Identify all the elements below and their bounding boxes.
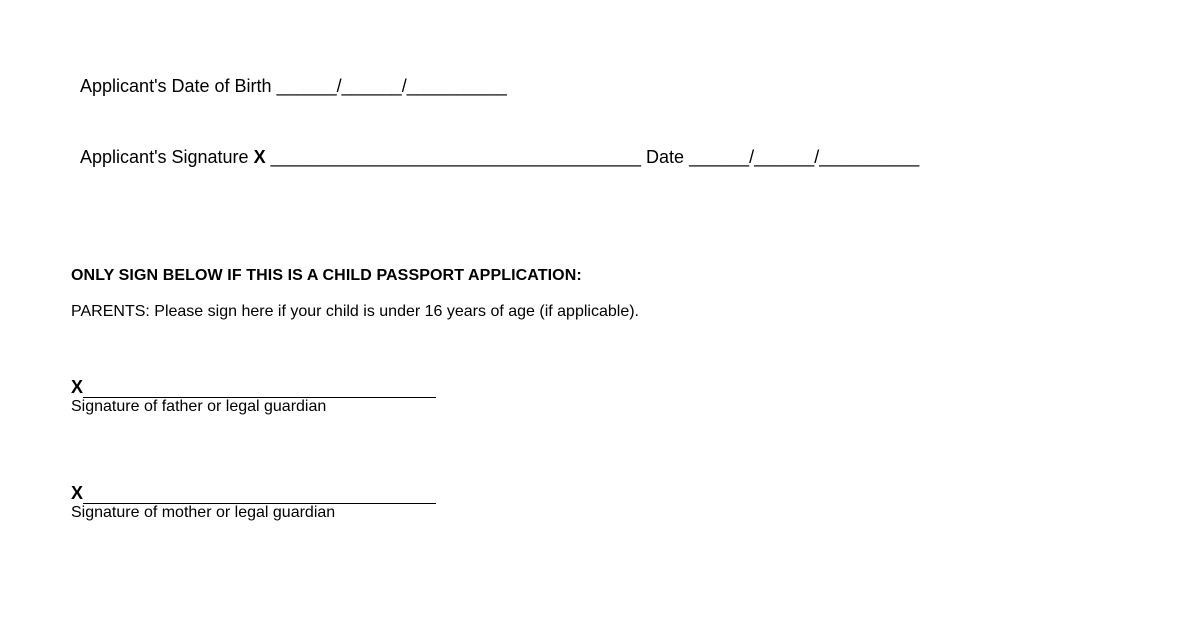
mother-signature-caption: Signature of mother or legal guardian bbox=[71, 504, 336, 521]
father-signature-caption: Signature of father or legal guardian bbox=[71, 398, 327, 415]
dob-label: Applicant's Date of Birth bbox=[80, 76, 272, 96]
date-label: Date bbox=[646, 147, 685, 167]
child-section-heading: ONLY SIGN BELOW IF THIS IS A CHILD PASSPORT APPLICATION: bbox=[71, 267, 582, 284]
parent-instructions: PARENTS: Please sign here if your child is under 16 years of age (if applicable). bbox=[71, 303, 639, 320]
dob-line bbox=[71, 53, 507, 97]
father-signature-block bbox=[71, 376, 441, 416]
applicant-signature-line bbox=[71, 124, 919, 168]
dob-field[interactable]: ______/______/__________ bbox=[276, 76, 507, 96]
applicant-signature-label: Applicant's Signature bbox=[80, 147, 249, 167]
mother-x-mark: X bbox=[71, 483, 84, 503]
applicant-x-mark: X bbox=[253, 147, 266, 167]
applicant-signature-field[interactable]: _____________________________________ bbox=[270, 147, 642, 167]
father-x-mark: X bbox=[71, 377, 84, 397]
father-signature-field[interactable] bbox=[71, 376, 441, 398]
mother-signature-rule bbox=[83, 503, 436, 504]
mother-signature-block bbox=[71, 482, 441, 522]
father-signature-rule bbox=[83, 397, 436, 398]
mother-signature-field[interactable] bbox=[71, 482, 441, 504]
date-field[interactable]: ______/______/__________ bbox=[689, 147, 920, 167]
